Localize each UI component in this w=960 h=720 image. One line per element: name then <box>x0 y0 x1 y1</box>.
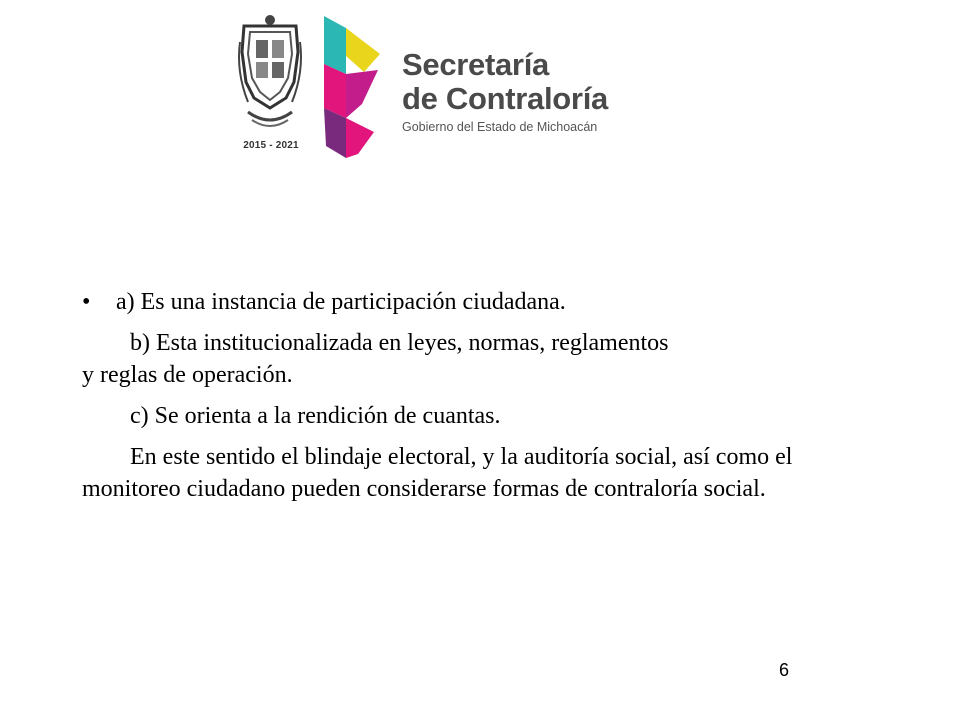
paragraph-c: c) Se orienta a la rendición de cuantas. <box>130 403 501 429</box>
paragraph-b: b) Esta institucionalizada en leyes, normas, reglamentos y reglas de operación. <box>82 330 669 388</box>
brand-text <box>402 48 608 134</box>
paragraph-a-text: a) Es una instancia de participación ciudadana. <box>116 289 566 315</box>
header-logos <box>234 12 630 160</box>
brand-subtitle: Gobierno del Estado de Michoacán <box>402 120 598 134</box>
bullet-icon: • <box>82 289 91 315</box>
brand-title-line1: Secretaría <box>402 47 549 82</box>
page-number: 6 <box>779 660 790 680</box>
paragraph-a <box>82 286 882 318</box>
seal-years: 2015 - 2021 <box>243 140 299 151</box>
paragraph-conclusion: En este sentido el blindaje electoral, y la auditoría social, así como el monitoreo ciudadano pueden considerarse formas de contraloría social. <box>82 444 793 502</box>
brand-title-line2: de Contraloría <box>402 81 608 116</box>
contraloria-k-logo-icon <box>318 14 384 160</box>
state-seal-icon <box>234 12 306 160</box>
slide-body <box>82 286 882 505</box>
